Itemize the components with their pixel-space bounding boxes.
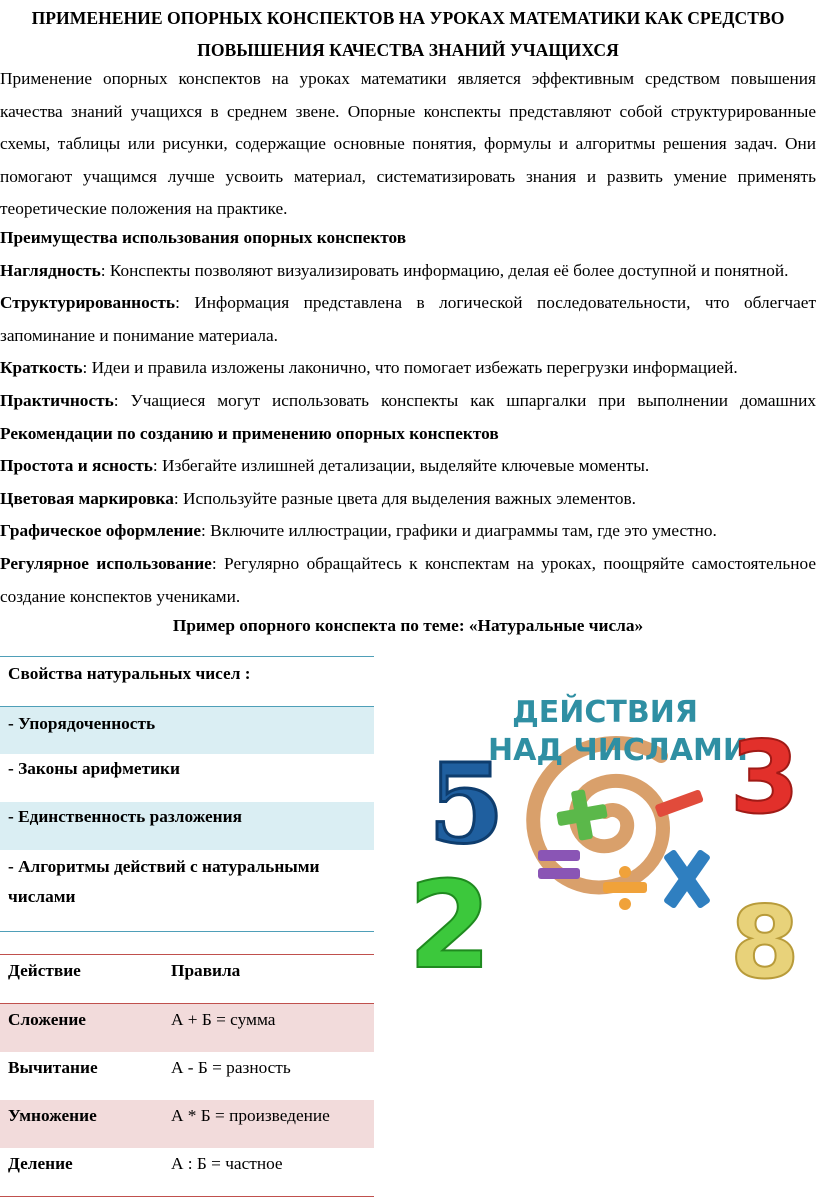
table-row: Вычитание А - Б = разность (8, 1058, 291, 1077)
properties-table (0, 656, 374, 932)
recommendations-heading: Рекомендации по созданию и применению опорных конспектов (0, 423, 499, 443)
math-operations-illustration (400, 672, 810, 1002)
property-row: - Единственность разложения (0, 802, 374, 850)
advantage-item-3: Краткость: Идеи и правила изложены лаконично, что помогает избежать перегрузки информацией. (0, 358, 738, 378)
title-line-1: ПРИМЕНЕНИЕ ОПОРНЫХ КОНСПЕКТОВ НА УРОКАХ МАТЕМАТИКИ КАК СРЕДСТВО (31, 8, 785, 28)
illustration-title-line-2: НАД ЧИСЛАМИ (488, 733, 748, 768)
actions-header-row (0, 955, 374, 1004)
header-rule: Правила (171, 961, 241, 980)
property-row: - Упорядоченность (0, 706, 374, 754)
intro-paragraph (0, 63, 816, 226)
advantage-item-2: Структурированность: Информация представлена в логической последовательности, что облегчает запоминание и понимание материала. (0, 293, 816, 345)
table-row: Умножение А * Б = произведение (0, 1100, 374, 1148)
recommendation-item-2: Цветовая маркировка: Используйте разные цвета для выделения важных элементов. (0, 488, 636, 508)
header-action: Действие (8, 961, 81, 980)
times-sign (663, 849, 711, 909)
title-line-2: ПОВЫШЕНИЯ КАЧЕСТВА ЗНАНИЙ УЧАЩИХСЯ (197, 40, 619, 60)
advantages-heading: Преимущества использования опорных конспектов (0, 228, 407, 247)
recommendation-item-4: Регулярное использование: Регулярно обращайтесь к конспектам на уроках, поощряйте самостоятельное создание конспектов учениками. (0, 553, 816, 606)
digit-three: 3 (730, 719, 800, 836)
property-row: - Алгоритмы действий с натуральными числами (0, 850, 374, 932)
advantage-item-1: Наглядность: Конспекты позволяют визуализировать информацию, делая её более доступной и понятной. (0, 260, 789, 280)
digit-two: 2 (408, 857, 492, 996)
minus-sign (654, 789, 704, 818)
properties-header: Свойства натуральных чисел : (0, 656, 374, 706)
property-row: - Законы арифметики (8, 759, 180, 778)
document-title (0, 2, 816, 66)
digit-five: 5 (428, 739, 505, 868)
table-row: Сложение А + Б = сумма (0, 1004, 374, 1052)
advantage-item-4: Практичность: Учащиеся могут использовать конспекты как шпаргалки при выполнении домашних (0, 390, 816, 410)
actions-table (0, 954, 374, 1197)
table-row: Деление А : Б = частное (0, 1148, 374, 1197)
recommendation-item-3: Графическое оформление: Включите иллюстрации, графики и диаграммы там, где это уместно. (0, 521, 717, 541)
plus-sign (556, 789, 608, 841)
advantages-section (0, 222, 816, 613)
example-title: Пример опорного конспекта по теме: «Натуральные числа» (172, 616, 644, 635)
recommendation-item-1: Простота и ясность: Избегайте излишней детализации, выделяйте ключевые моменты. (0, 456, 650, 476)
digit-eight: 8 (730, 884, 800, 1001)
illustration-title-line-1: ДЕЙСТВИЯ (512, 695, 698, 730)
intro-text: Применение опорных конспектов на уроках математики является эффективным средством повышения качества знаний учащихся в среднем звене. Опорные конспекты представляют собой структурированные схемы, таблицы или рисунки, содержащие основные понятия, формулы и алгоритмы решения задач. Они помогают учащимся лучше усвоить материал, систематизировать знания и развить умение применять теоретические положения на практике. (0, 69, 816, 219)
